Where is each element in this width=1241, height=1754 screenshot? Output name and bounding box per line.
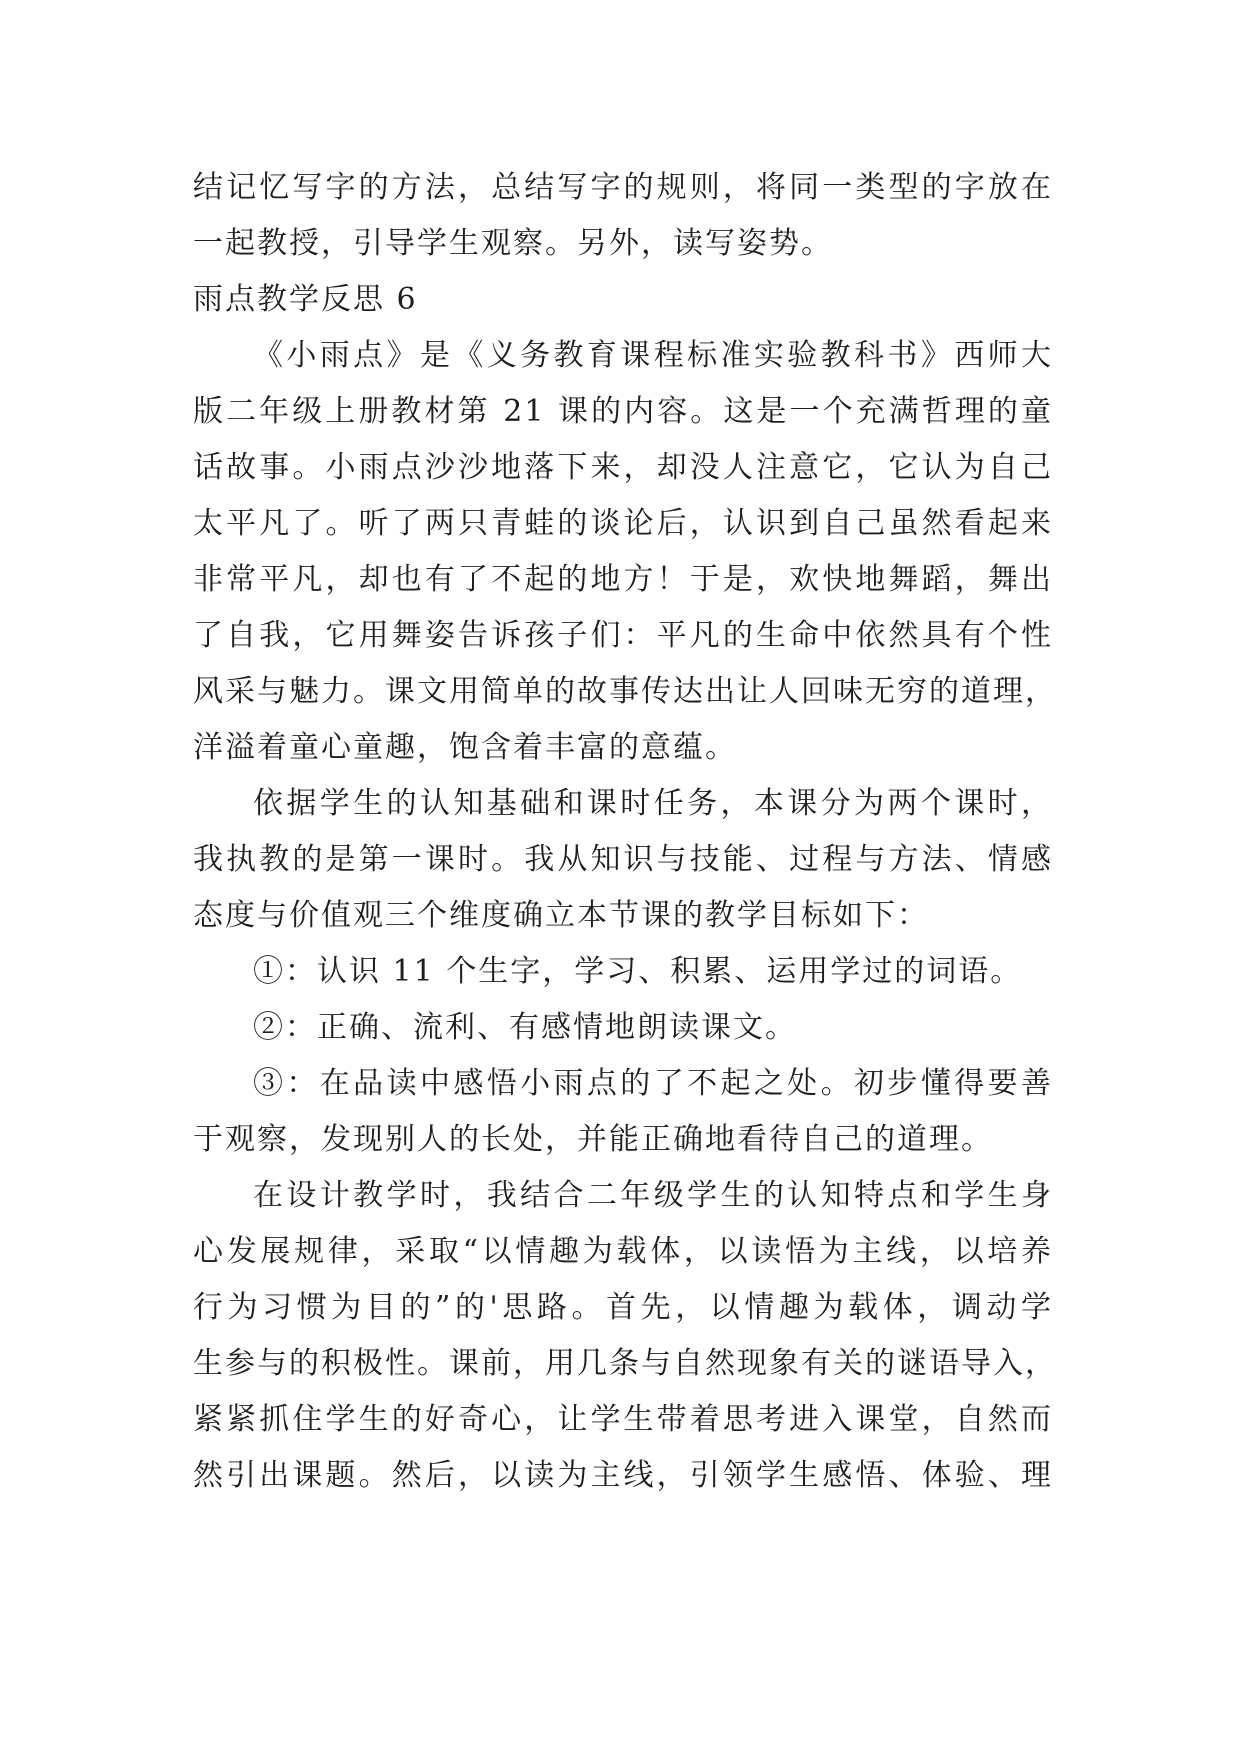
text-line: 风采与魅力。课文用简单的故事传达出让人回味无穷的道理，: [193, 674, 1057, 709]
text-line: 心发展规律，采取“以情趣为载体，以读悟为主线，以培养: [193, 1234, 1053, 1269]
text-line: 话故事。小雨点沙沙地落下来，却没人注意它，它认为自己: [193, 450, 1053, 485]
text-line: 在设计教学时，我结合二年级学生的认知特点和学生身: [253, 1178, 1053, 1213]
text-line: 版二年级上册教材第 21 课的内容。这是一个充满哲理的童: [193, 394, 1053, 429]
text-line: 太平凡了。听了两只青蛙的谈论后，认识到自己虽然看起来: [193, 506, 1053, 541]
text-line: 然引出课题。然后，以读为主线，引领学生感悟、体验、理: [193, 1458, 1053, 1493]
text-line: 态度与价值观三个维度确立本节课的教学目标如下：: [193, 898, 929, 933]
list-item: ③：在品读中感悟小雨点的了不起之处。初步懂得要善: [253, 1066, 1053, 1101]
text-line: 了自我，它用舞姿告诉孩子们：平凡的生命中依然具有个性: [193, 618, 1053, 653]
text-line: 洋溢着童心童趣，饱含着丰富的意蕴。: [193, 730, 737, 765]
text-line: 一起教授，引导学生观察。另外，读写姿势。: [193, 226, 833, 261]
text-line: 紧紧抓住学生的好奇心，让学生带着思考进入课堂，自然而: [193, 1402, 1053, 1437]
text-line: 非常平凡，却也有了不起的地方！于是，欢快地舞蹈，舞出: [193, 562, 1053, 597]
section-heading: 雨点教学反思 6: [193, 282, 418, 317]
text-line: 我执教的是第一课时。我从知识与技能、过程与方法、情感: [193, 842, 1053, 877]
text-line: 结记忆写字的方法，总结写字的规则，将同一类型的字放在: [193, 170, 1053, 205]
text-line: 生参与的积极性。课前，用几条与自然现象有关的谜语导入，: [193, 1346, 1057, 1381]
text-line: 于观察，发现别人的长处，并能正确地看待自己的道理。: [193, 1122, 993, 1157]
list-item: ②：正确、流利、有感情地朗读课文。: [253, 1010, 797, 1045]
text-line: 《小雨点》是《义务教育课程标准实验教科书》西师大: [253, 338, 1053, 373]
text-line: 行为习惯为目的”的'思路。首先，以情趣为载体，调动学: [193, 1290, 1053, 1325]
list-item: ①：认识 11 个生字，学习、积累、运用学过的词语。: [253, 954, 1023, 989]
text-line: 依据学生的认知基础和课时任务，本课分为两个课时，: [253, 786, 1053, 821]
